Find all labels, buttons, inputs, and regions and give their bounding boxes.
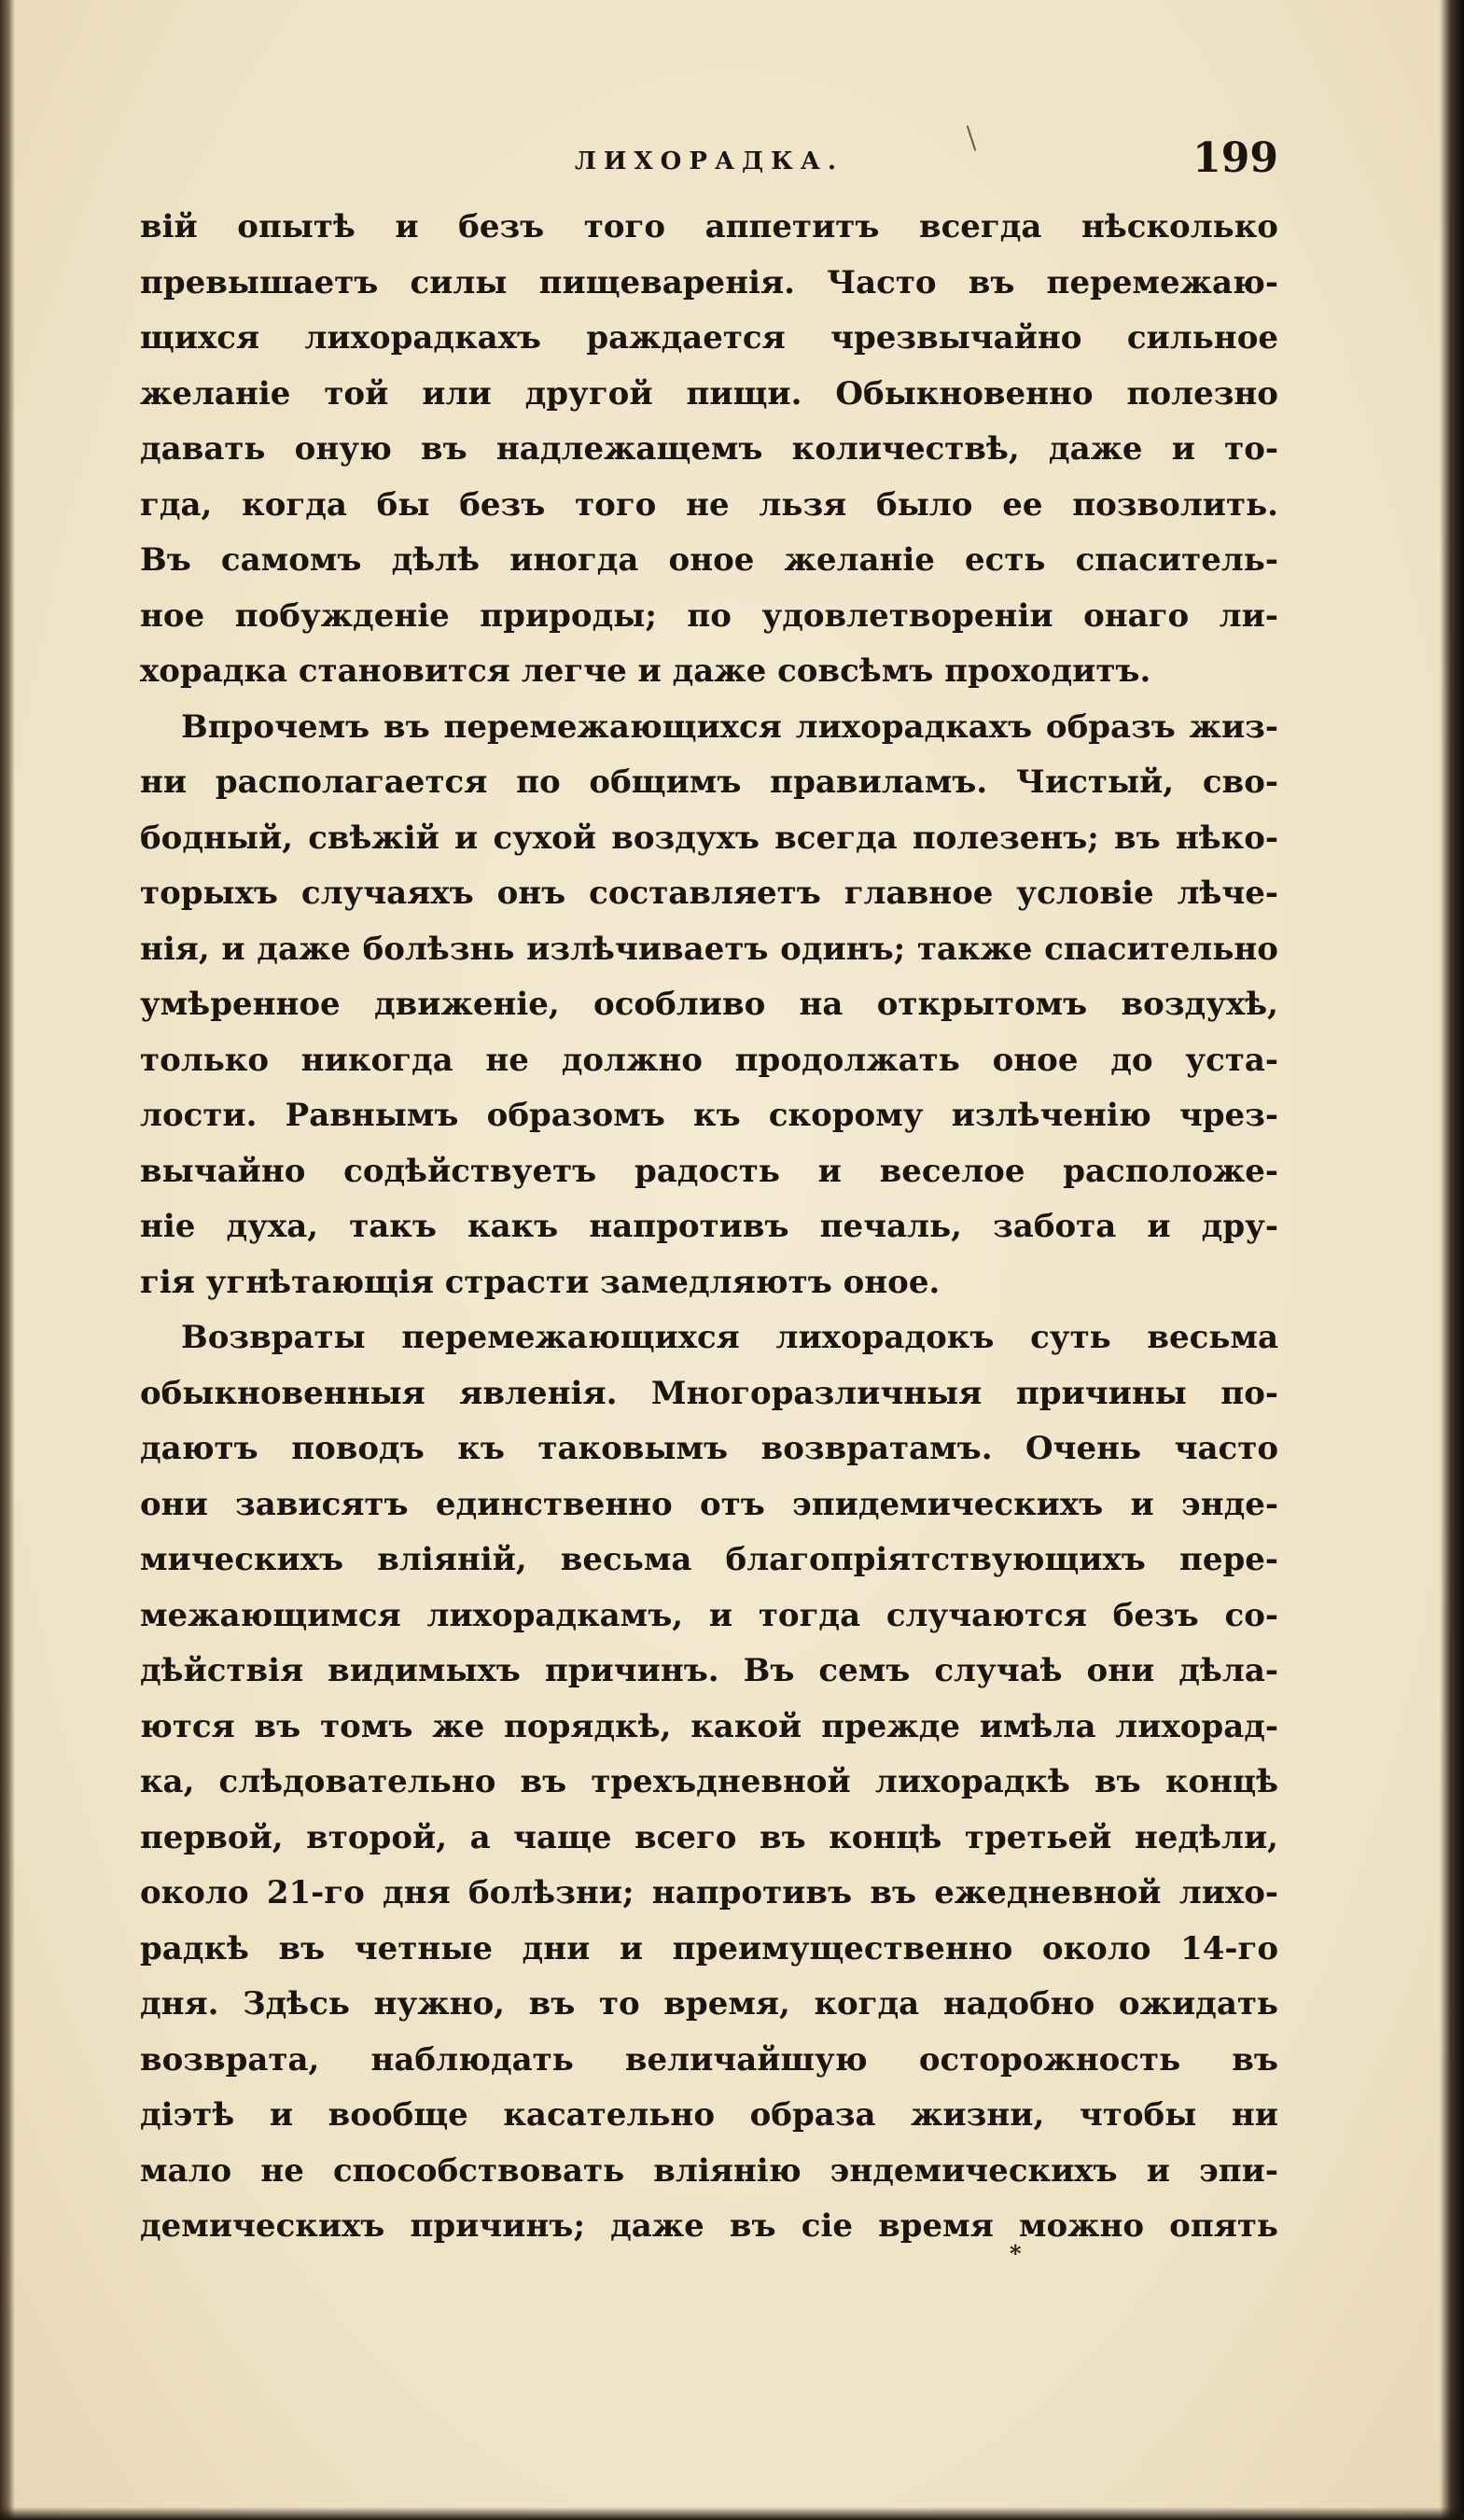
- paragraph-start-line: Возвраты перемежающихся лихорадокъ суть весьма: [181, 1319, 1278, 1356]
- text-line: Въ самомъ дѣлѣ иногда оное желаніе есть спаситель-: [140, 541, 1278, 579]
- text-line: желаніе той или другой пищи. Обыкновенно полезно: [140, 374, 1278, 413]
- text-line: вычайно содѣйствуетъ радость и веселое расположе-: [140, 1152, 1278, 1190]
- paragraph-start-line: Впрочемъ въ перемежающихся лихорадкахъ образъ жиз-: [181, 707, 1278, 746]
- text-line: торыхъ случаяхъ онъ составляетъ главное условіе лѣче-: [140, 875, 1278, 912]
- text-line: вій опытѣ и безъ того аппетитъ всегда нѣсколько: [140, 208, 1278, 245]
- text-line: мало не способствовать вліянію эндемическихъ и эпи-: [140, 2151, 1278, 2190]
- text-line: умѣренное движеніе, особливо на открытомъ воздухѣ,: [140, 986, 1278, 1023]
- text-line: ное побужденіе природы; по удовлетвореніи онаго ли-: [140, 596, 1278, 635]
- text-line: даютъ поводъ къ таковымъ возвратамъ. Очень часто: [140, 1430, 1278, 1467]
- text-line: ка, слѣдовательно въ трехъдневной лихорадкѣ въ концѣ: [140, 1763, 1278, 1800]
- text-line: превышаетъ силы пищеваренія. Часто въ перемежаю-: [140, 263, 1278, 301]
- text-line: щихся лихорадкахъ раждается чрезвычайно сильное: [140, 319, 1278, 357]
- page-edge-left: [0, 0, 15, 2520]
- text-line: обыкновенныя явленія. Многоразличныя причины по-: [140, 1374, 1278, 1412]
- text-line: они зависятъ единственно отъ эпидемическихъ и энде-: [140, 1485, 1278, 1523]
- text-line: только никогда не должно продолжать оное до уста-: [140, 1041, 1278, 1079]
- signature-mark: *: [1010, 2240, 1022, 2267]
- page-edge-right: [1440, 0, 1464, 2520]
- text-line: лости. Равнымъ образомъ къ скорому излѣченію чрез-: [140, 1097, 1278, 1134]
- text-line: возврата, наблюдать величайшую осторожность въ: [140, 2040, 1278, 2079]
- text-line: ни располагается по общимъ правиламъ. Чистый, сво-: [140, 763, 1278, 801]
- page-number: 199: [1192, 134, 1278, 182]
- text-line: давать оную въ надлежащемъ количествѣ, даже и то-: [140, 430, 1278, 468]
- text-line: межающимся лихорадкамъ, и тогда случаются безъ со-: [140, 1596, 1278, 1634]
- text-line: нія, и даже болѣзнь излѣчиваетъ одинъ; также спасительно: [140, 930, 1278, 968]
- text-line: гда, когда бы безъ того не льзя было ее позволить.: [140, 485, 1278, 524]
- text-line: діэтѣ и вообще касательно образа жизни, чтобы ни: [140, 2096, 1278, 2134]
- page-edge-bottom: [0, 2507, 1464, 2520]
- text-line: первой, второй, а чаще всего въ концѣ третьей недѣли,: [140, 1818, 1278, 1856]
- text-line: радкѣ въ четные дни и преимущественно около 14-го: [140, 1929, 1278, 1967]
- text-line: дня. Здѣсь нужно, въ то время, когда надобно ожидать: [140, 1985, 1278, 2023]
- text-line: около 21-го дня болѣзни; напротивъ въ ежедневной лихо-: [140, 1874, 1278, 1911]
- text-line: хорадка становится легче и даже совсѣмъ проходитъ.: [140, 652, 1151, 690]
- text-line: мическихъ вліяній, весьма благопріятствующихъ пере-: [140, 1541, 1278, 1578]
- body-text: [140, 200, 1278, 2255]
- page-header: [140, 131, 1278, 187]
- text-line: бодный, свѣжій и сухой воздухъ всегда полезенъ; въ нѣко-: [140, 819, 1278, 857]
- running-head: ЛИХОРАДКА.: [574, 147, 844, 175]
- text-line: ются въ томъ же порядкѣ, какой прежде имѣла лихорад-: [140, 1707, 1278, 1745]
- text-line: гія угнѣтающія страсти замедляютъ оное.: [140, 1263, 941, 1301]
- text-line: ніе духа, такъ какъ напротивъ печаль, забота и дру-: [140, 1208, 1278, 1245]
- text-line: дѣйствія видимыхъ причинъ. Въ семъ случаѣ они дѣла-: [140, 1652, 1278, 1689]
- text-line: демическихъ причинъ; даже въ сіе время можно опять: [140, 2207, 1278, 2245]
